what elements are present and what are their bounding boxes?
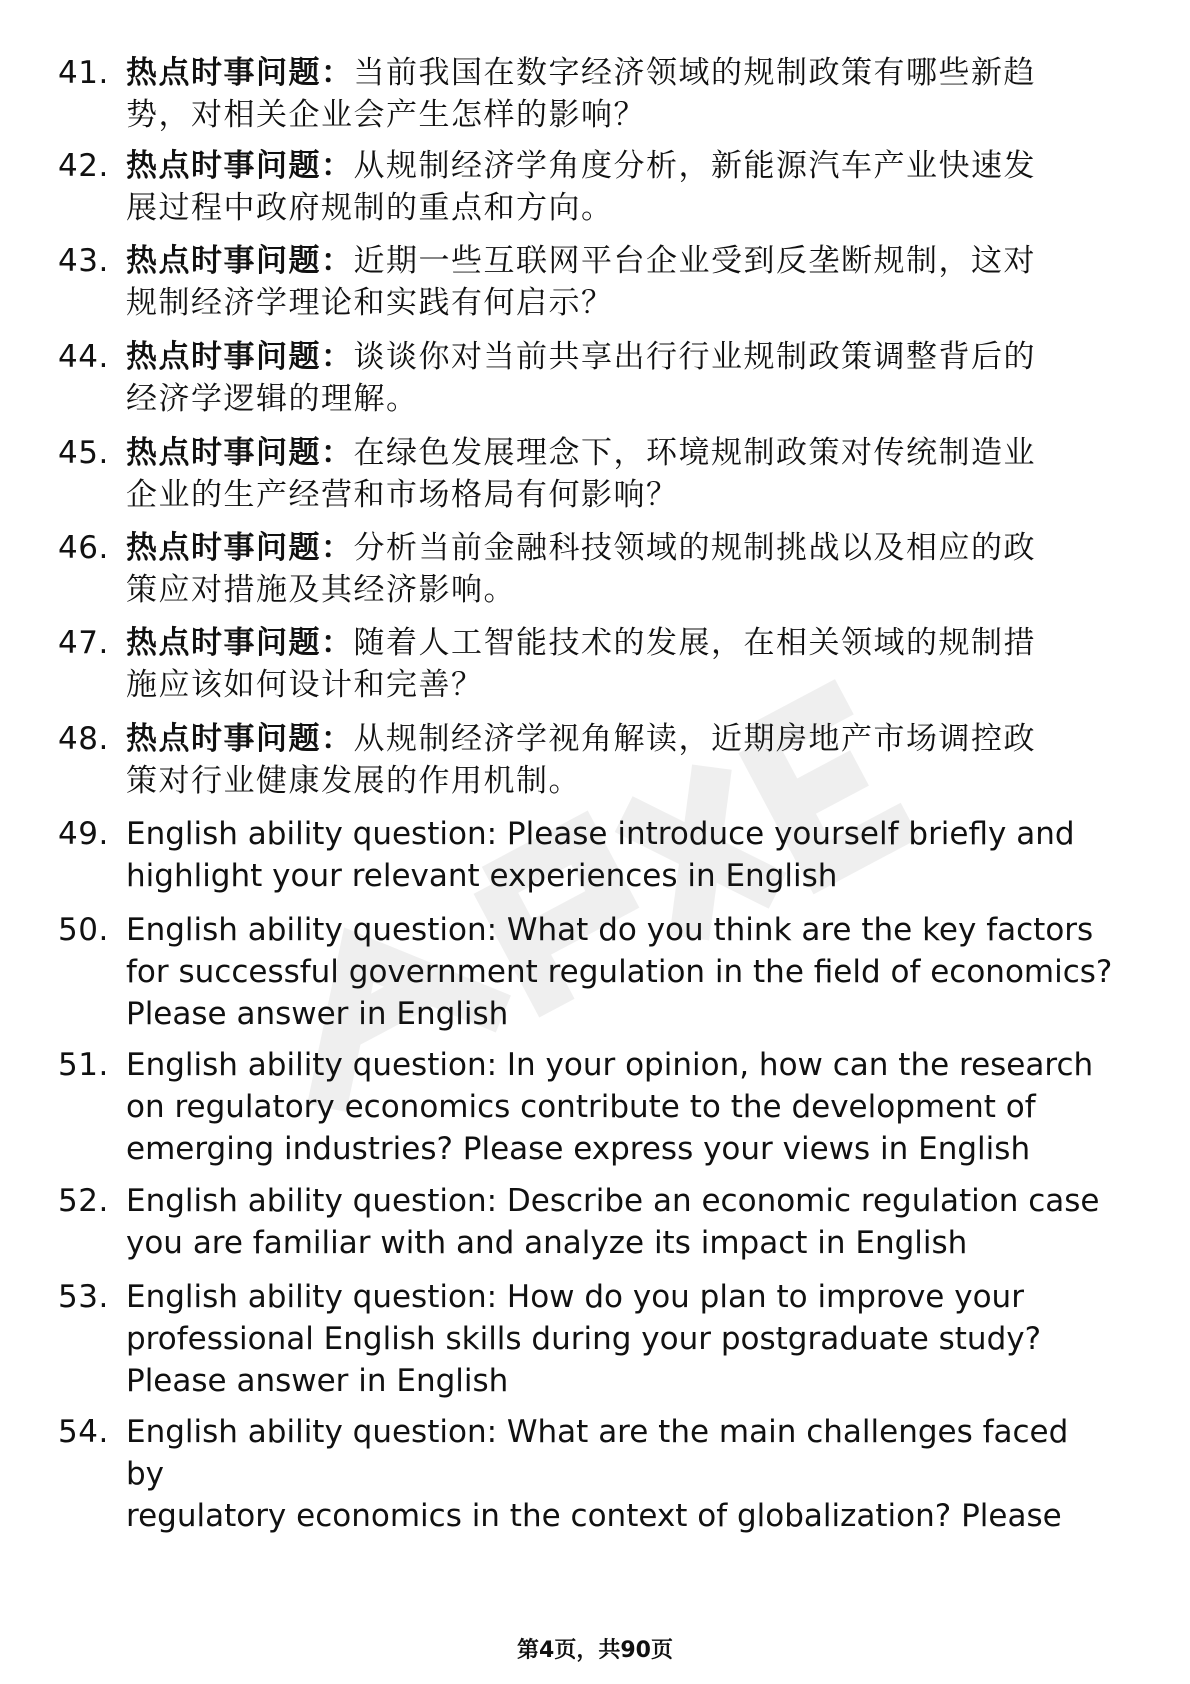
question-number: 48. [58,721,109,757]
question-number: 42. [58,148,109,184]
question-number: 51. [58,1047,109,1083]
question-body: 从规制经济学角度分析，新能源汽车产业快速发 展过程中政府规制的重点和方向。 [126,148,1036,226]
question-text: English ability question: What are the main challenges faced by regulatory economics in the context of globalization? Please [126,1414,1069,1534]
question-text [126,718,1116,802]
question-text [126,527,1116,611]
question-text [126,52,1116,136]
question-number: 44. [58,339,109,375]
question-number: 52. [58,1183,109,1219]
question-body: 从规制经济学视角解读，近期房地产市场调控政 策对行业健康发展的作用机制。 [126,721,1036,799]
question-number: 45. [58,435,109,471]
question-category: 热点时事问题： [126,243,354,279]
question-text: English ability question: Describe an economic regulation case you are familiar with and analyze its impact in English [126,1183,1100,1261]
question-text [126,336,1116,420]
question-category: 热点时事问题： [126,55,354,91]
question-text: English ability question: How do you plan to improve your professional English skills during your postgraduate study? Please answer in English [126,1279,1042,1399]
question-category: 热点时事问题： [126,721,354,757]
question-text [126,432,1116,516]
question-body: 分析当前金融科技领域的规制挑战以及相应的政 策应对措施及其经济影响。 [126,530,1036,608]
question-text: English ability question: Please introduce yourself briefly and highlight your relevant experiences in English [126,816,1075,894]
page-number: 第4页，共90页 [517,1638,673,1663]
question-number: 46. [58,530,109,566]
question-body: 随着人工智能技术的发展，在相关领域的规制措 施应该如何设计和完善？ [126,625,1036,703]
question-text: English ability question: In your opinion, how can the research on regulatory economics contribute to the development of emerging industries? Please express your views in English [126,1047,1094,1167]
question-text: English ability question: What do you think are the key factors for successful government regulation in the field of economics? Please answer in English [126,912,1113,1032]
question-category: 热点时事问题： [126,339,354,375]
question-body: 谈谈你对当前共享出行行业规制政策调整背后的 经济学逻辑的理解。 [126,339,1036,417]
question-body: 在绿色发展理念下，环境规制政策对传统制造业 企业的生产经营和市场格局有何影响？ [126,435,1036,513]
question-number: 47. [58,625,109,661]
question-number: 53. [58,1279,109,1315]
question-text [126,240,1116,324]
question-number: 54. [58,1414,109,1450]
question-text [126,145,1116,229]
question-category: 热点时事问题： [126,530,354,566]
question-number: 43. [58,243,109,279]
question-number: 50. [58,912,109,948]
question-body: 当前我国在数字经济领域的规制政策有哪些新趋 势，对相关企业会产生怎样的影响？ [126,55,1036,133]
question-category: 热点时事问题： [126,148,354,184]
question-number: 49. [58,816,109,852]
question-category: 热点时事问题： [126,625,354,661]
question-text [126,622,1116,706]
question-category: 热点时事问题： [126,435,354,471]
question-body: 近期一些互联网平台企业受到反垄断规制，这对 规制经济学理论和实践有何启示？ [126,243,1036,321]
question-number: 41. [58,55,109,91]
